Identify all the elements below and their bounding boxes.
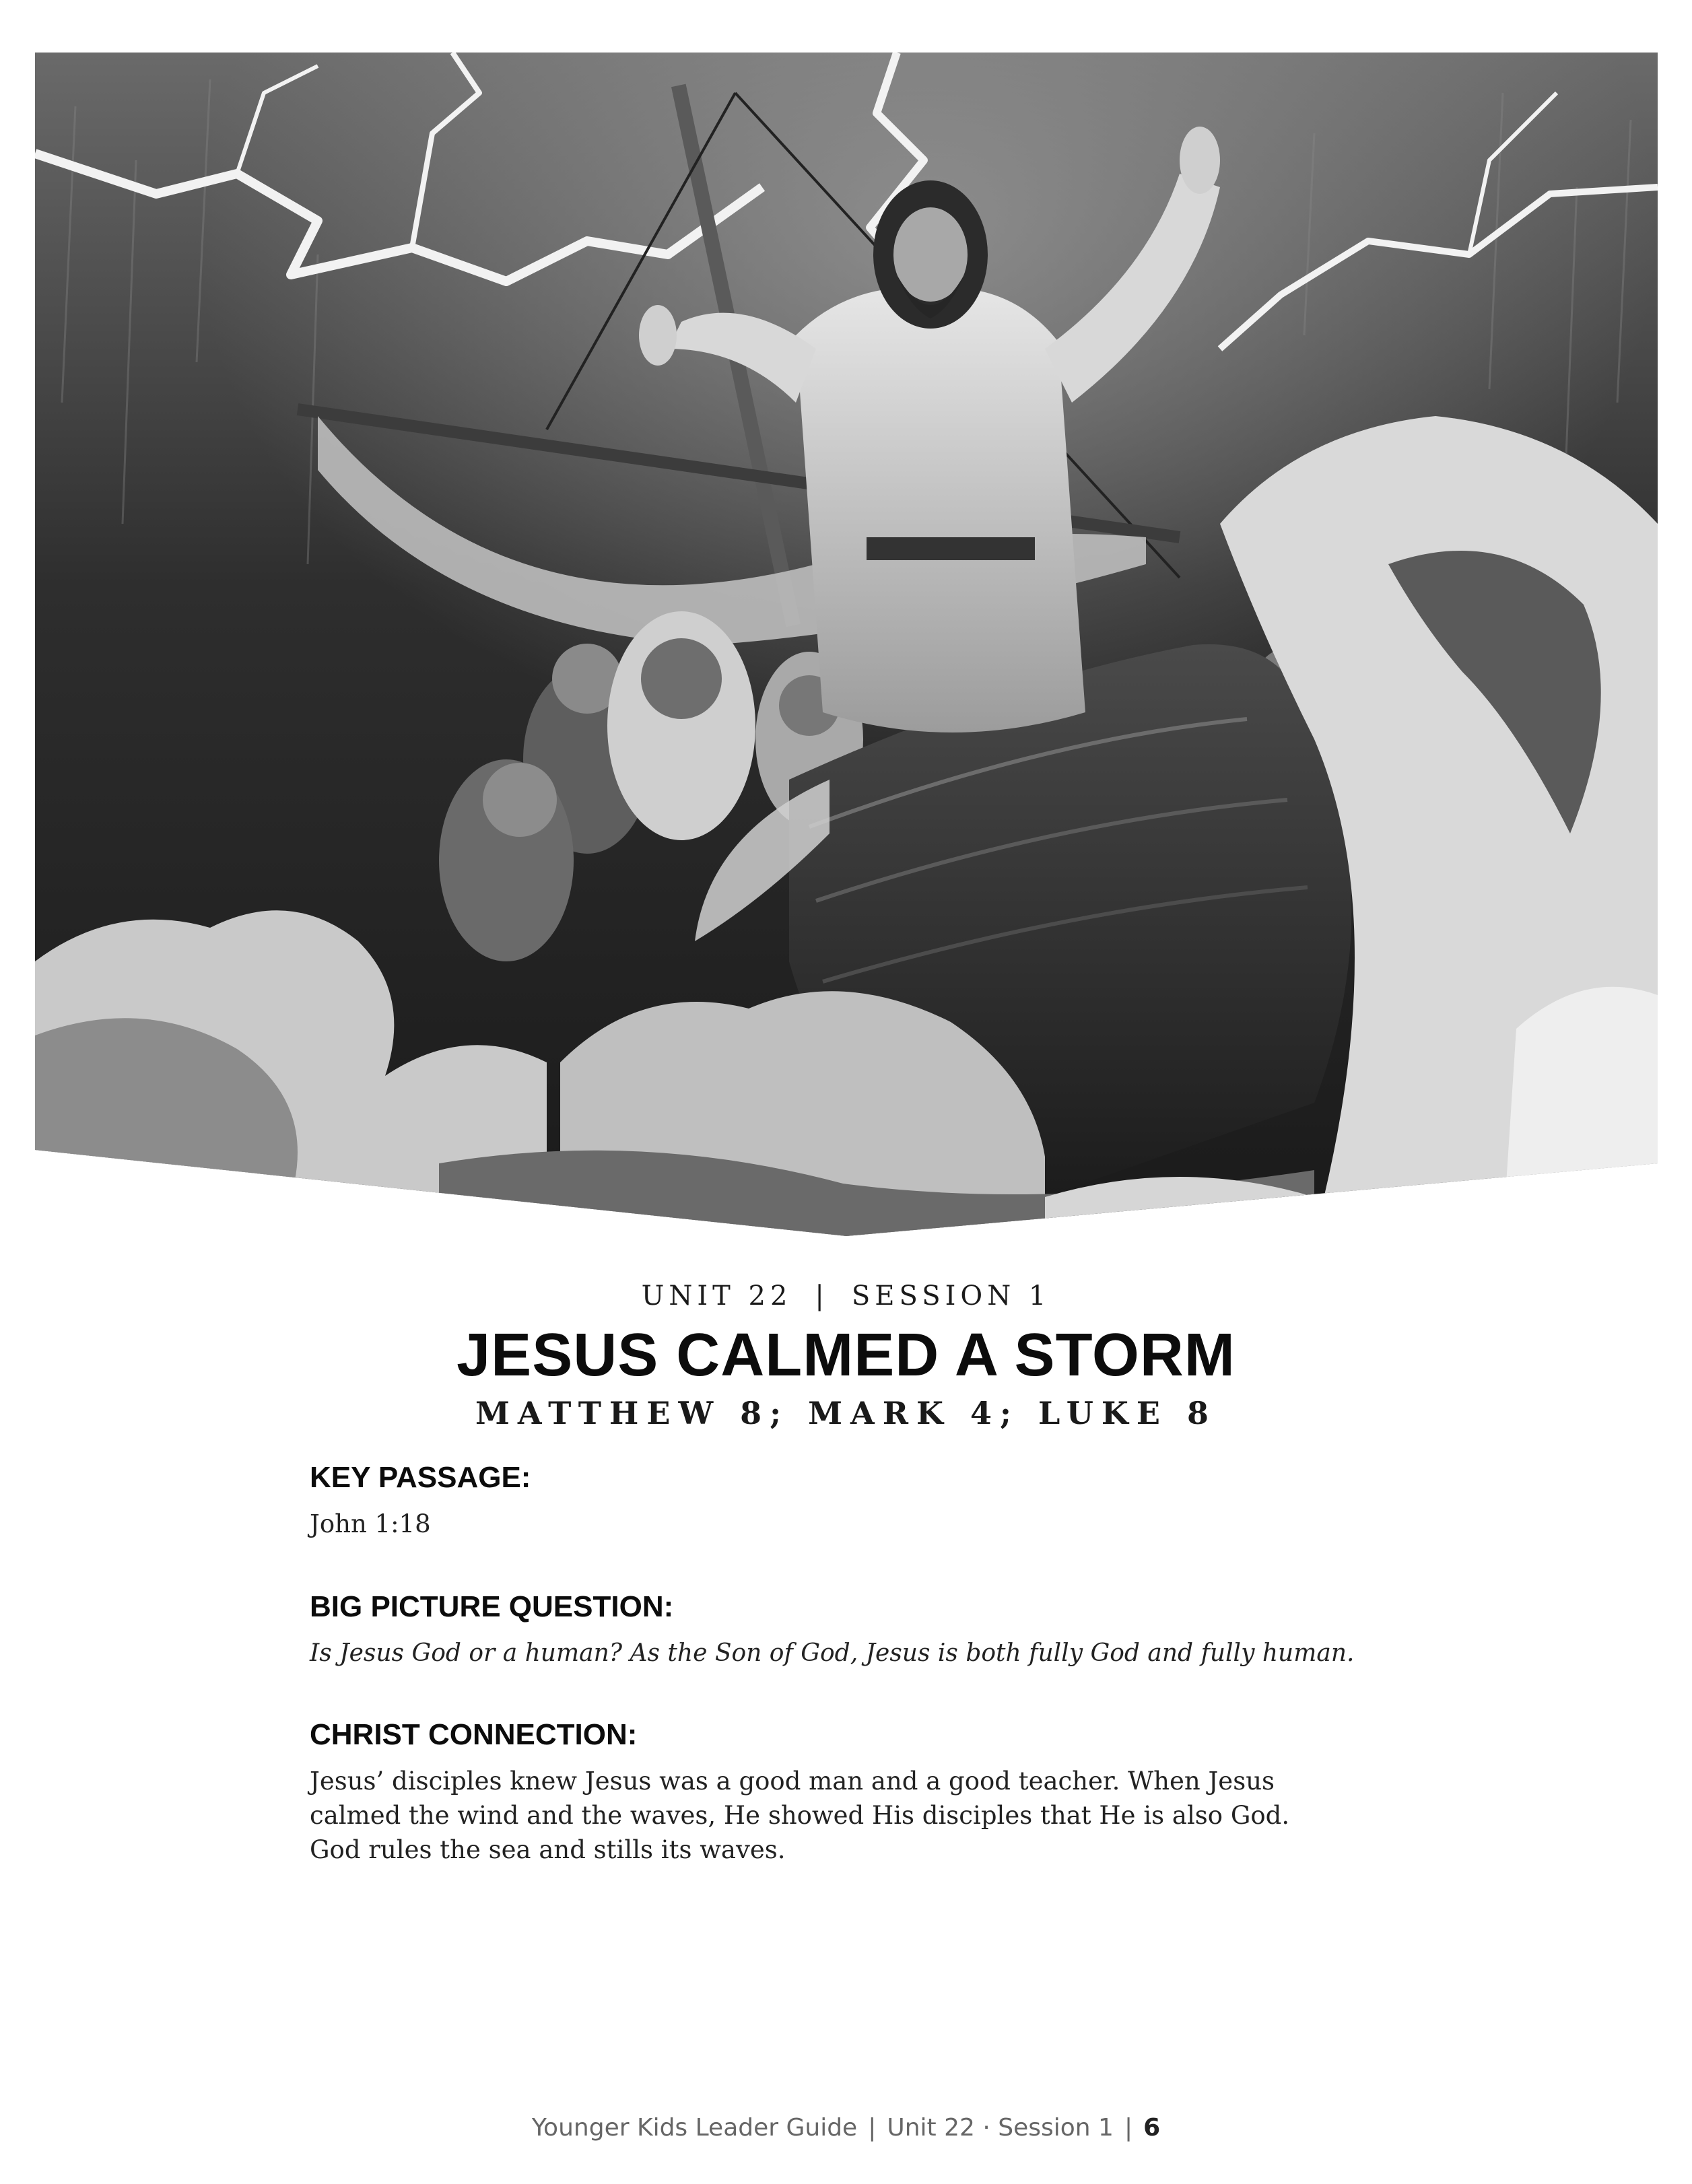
storm-boat-illustration <box>35 53 1658 1236</box>
unit-separator: | <box>815 1281 829 1311</box>
page-title: JESUS CALMED A STORM <box>456 1322 1236 1389</box>
key-passage-heading: KEY PASSAGE: <box>310 1461 531 1494</box>
christ-connection-text <box>310 1764 1400 1867</box>
christ-connection-line-2: calmed the wind and the waves, He showed His disciples that He is also God. <box>310 1801 1290 1830</box>
key-passage-text: John 1:18 <box>310 1509 431 1538</box>
page-number: 6 <box>1143 2114 1161 2142</box>
christ-connection-line-3: God rules the sea and stills its waves. <box>310 1835 786 1864</box>
footer-unit-session: Unit 22 · Session 1 <box>887 2114 1114 2142</box>
footer-separator: | <box>868 2114 877 2142</box>
key-passage-section <box>310 1461 1400 1541</box>
unit-session-label <box>0 1281 1692 1311</box>
christ-connection-line-1: Jesus’ disciples knew Jesus was a good man and a good teacher. When Jesus <box>310 1767 1275 1796</box>
big-picture-question-section <box>310 1590 1400 1670</box>
big-picture-question-text: Is Jesus God or a human? As the Son of God, Jesus is both fully God and fully human. <box>310 1639 1355 1667</box>
footer-guide-name: Younger Kids Leader Guide <box>531 2114 858 2142</box>
page-footer <box>0 2114 1692 2142</box>
footer-separator-2: | <box>1124 2114 1133 2142</box>
christ-connection-section <box>310 1718 1400 1867</box>
big-picture-question-heading: BIG PICTURE QUESTION: <box>310 1590 674 1623</box>
christ-connection-heading: CHRIST CONNECTION: <box>310 1718 638 1751</box>
session-label: SESSION 1 <box>851 1281 1051 1311</box>
scripture-reference: MATTHEW 8; MARK 4; LUKE 8 <box>475 1395 1217 1431</box>
unit-label: UNIT 22 <box>641 1281 792 1311</box>
